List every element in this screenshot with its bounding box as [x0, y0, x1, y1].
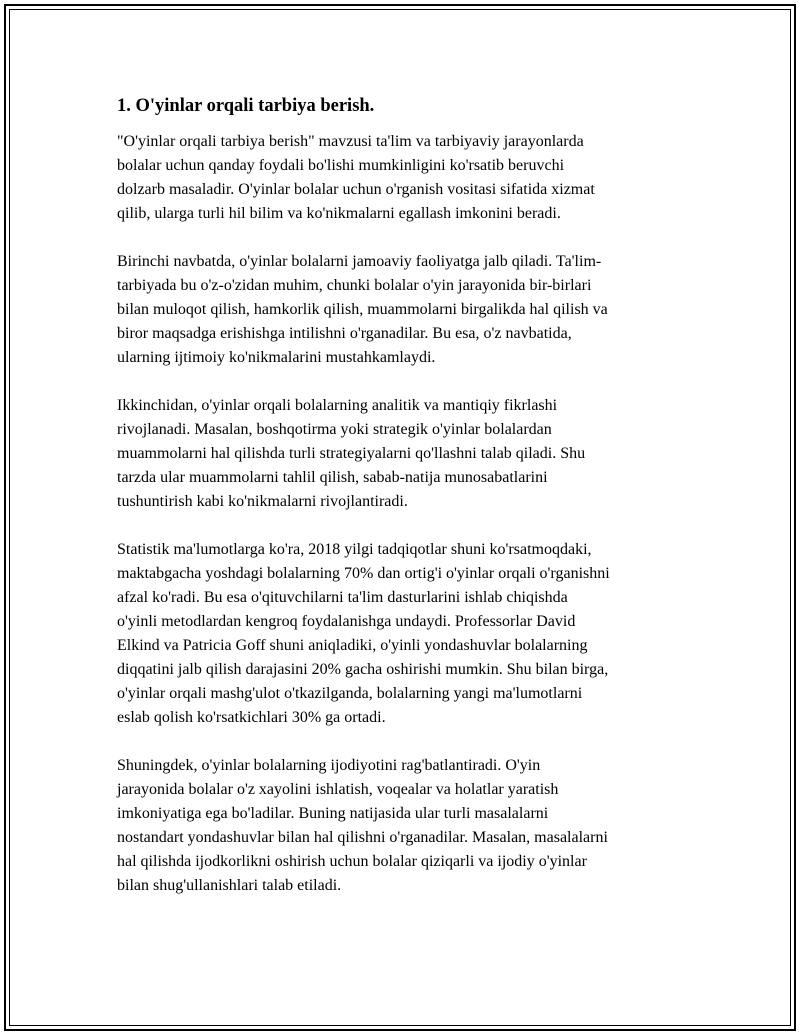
paragraph-line: jarayonida bolalar o'z xayolini ishlatish, voqealar va holatlar yaratish	[117, 781, 559, 798]
paragraph-line: Elkind va Patricia Goff shuni aniqladiki, o'yinli yondashuvlar bolalarning	[117, 637, 588, 654]
paragraph-line: Statistik ma'lumotlarga ko'ra, 2018 yilgi tadqiqotlar shuni ko'rsatmoqdaki,	[117, 541, 592, 558]
paragraph-line: "O'yinlar orqali tarbiya berish" mavzusi ta'lim va tarbiyaviy jarayonlarda	[117, 133, 584, 150]
body-paragraph	[117, 538, 697, 730]
body-paragraph	[117, 250, 697, 370]
paragraph-line: Birinchi navbatda, o'yinlar bolalarni jamoaviy faoliyatga jalb qiladi. Ta'lim-	[117, 253, 602, 270]
paragraph-line: eslab qolish ko'rsatkichlari 30% ga ortadi.	[117, 709, 386, 726]
paragraph-line: tushuntirish kabi ko'nikmalarni rivojlantiradi.	[117, 493, 408, 510]
paragraph-line: tarzda ular muammolarni tahlil qilish, sabab-natija munosabatlarini	[117, 469, 548, 486]
document-body	[117, 94, 697, 922]
body-paragraph	[117, 394, 697, 514]
body-paragraph	[117, 130, 697, 226]
paragraph-line: nostandart yondashuvlar bilan hal qilishni o'rganadilar. Masalan, masalalarni	[117, 829, 608, 846]
paragraph-line: ularning ijtimoiy ko'nikmalarini mustahkamlaydi.	[117, 349, 436, 366]
paragraph-line: diqqatini jalb qilish darajasini 20% gacha oshirishi mumkin. Shu bilan birga,	[117, 661, 609, 678]
paragraph-line: rivojlanadi. Masalan, boshqotirma yoki strategik o'yinlar bolalardan	[117, 421, 552, 438]
paragraph-line: muammolarni hal qilishda turli strategiyalarni qo'llashni talab qiladi. Shu	[117, 445, 586, 462]
paragraph-line: qilib, ularga turli hil bilim va ko'nikmalarni egallash imkonini beradi.	[117, 205, 561, 222]
paragraph-line: Shuningdek, o'yinlar bolalarning ijodiyotini rag'batlantiradi. O'yin	[117, 757, 541, 774]
paragraph-line: bolalar uchun qanday foydali bo'lishi mumkinligini ko'rsatib beruvchi	[117, 157, 565, 174]
paragraph-line: tarbiyada bu o'z-o'zidan muhim, chunki bolalar o'yin jarayonida bir-birlari	[117, 277, 592, 294]
paragraph-line: o'yinli metodlardan kengroq foydalanishga undaydi. Professorlar David	[117, 613, 576, 630]
paragraph-line: maktabgacha yoshdagi bolalarning 70% dan ortig'i o'yinlar orqali o'rganishni	[117, 565, 610, 582]
body-paragraph	[117, 754, 697, 898]
paragraph-line: dolzarb masaladir. O'yinlar bolalar uchun o'rganish vositasi sifatida xizmat	[117, 181, 595, 198]
paragraph-line: afzal ko'radi. Bu esa o'qituvchilarni ta'lim dasturlarini ishlab chiqishda	[117, 589, 568, 606]
paragraph-line: bilan shug'ullanishlari talab etiladi.	[117, 877, 342, 894]
paragraph-line: hal qilishda ijodkorlikni oshirish uchun bolalar qiziqarli va ijodiy o'yinlar	[117, 853, 587, 870]
paragraph-line: imkoniyatiga ega bo'ladilar. Buning natijasida ular turli masalalarni	[117, 805, 549, 822]
paragraph-line: Ikkinchidan, o'yinlar orqali bolalarning analitik va mantiqiy fikrlashi	[117, 397, 558, 414]
paragraph-line: biror maqsadga erishishga intilishni o'rganadilar. Bu esa, o'z navbatida,	[117, 325, 572, 342]
section-heading: 1. O'yinlar orqali tarbiya berish.	[117, 96, 375, 116]
paragraph-line: o'yinlar orqali mashg'ulot o'tkazilganda, bolalarning yangi ma'lumotlarni	[117, 685, 583, 702]
paragraph-list	[117, 130, 697, 898]
paragraph-line: bilan muloqot qilish, hamkorlik qilish, muammolarni birgalikda hal qilish va	[117, 301, 608, 318]
